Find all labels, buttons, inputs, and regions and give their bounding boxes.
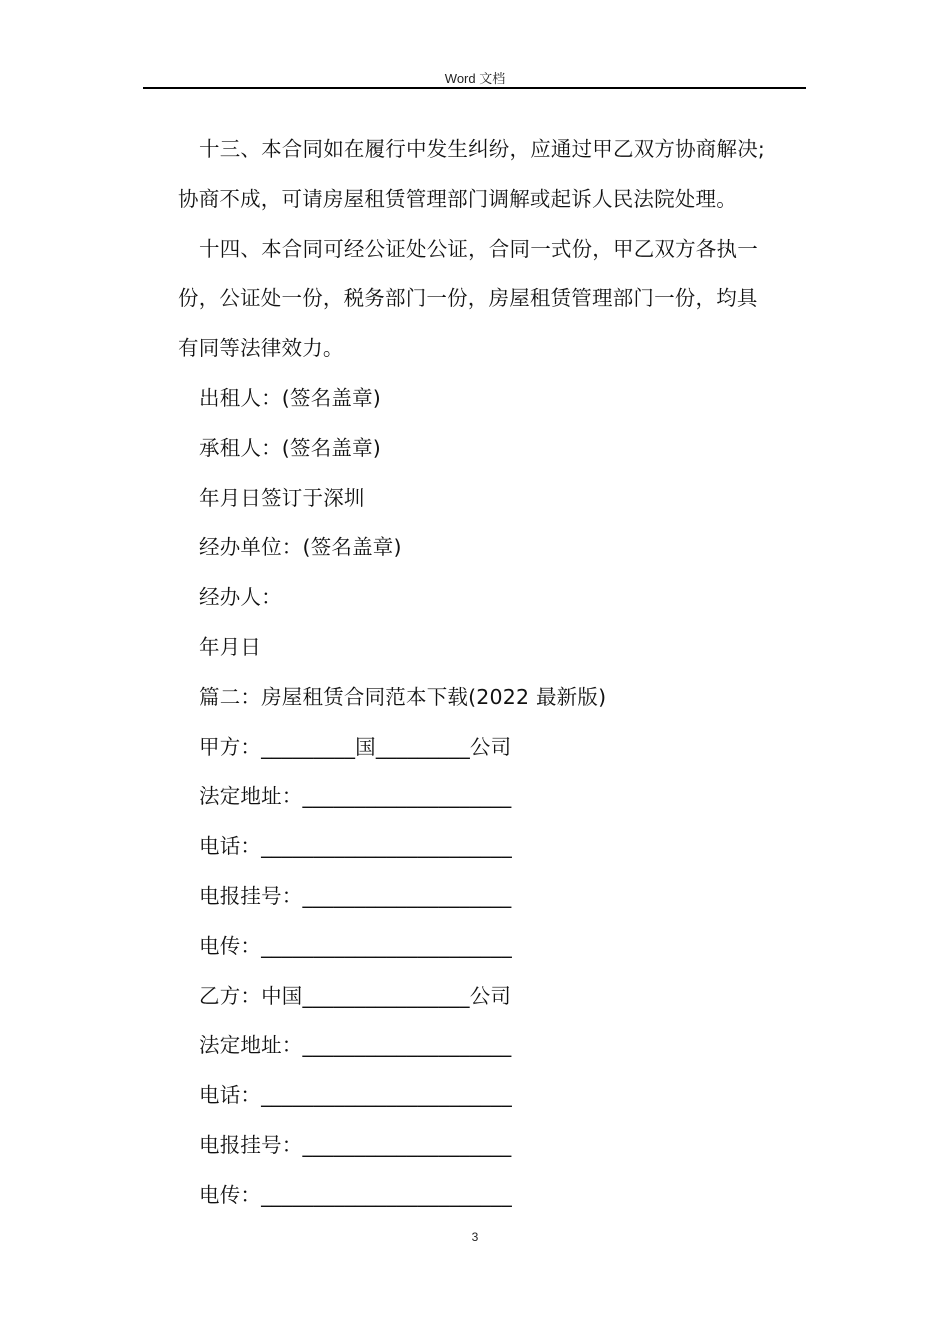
form-field-line: 甲方：_________国_________公司: [199, 734, 512, 759]
document-body: [178, 125, 806, 1221]
paragraph-line: 有同等法律效力。: [178, 336, 344, 361]
paragraph-line: 协商不成，可请房屋租赁管理部门调解或起诉人民法院处理。: [178, 186, 737, 211]
form-field-line: 电传：________________________: [199, 933, 512, 958]
signature-line: 承租人：(签名盖章): [199, 435, 381, 460]
form-field-line: 法定地址：____________________: [199, 1033, 512, 1058]
paragraph-line: 份，公证处一份，税务部门一份，房屋租赁管理部门一份，均具: [178, 286, 758, 311]
form-field-line: 电传：________________________: [199, 1182, 512, 1207]
signature-line: 经办单位：(签名盖章): [199, 535, 402, 560]
form-field-line: 电话：________________________: [199, 1083, 512, 1108]
form-field-line: 电报挂号：____________________: [199, 1132, 512, 1157]
header-divider: [143, 87, 806, 89]
page-header-title: Word 文档: [444, 71, 506, 86]
section-heading: 篇二：房屋租赁合同范本下载(2022 最新版): [199, 684, 607, 709]
signature-line: 经办人：: [199, 585, 282, 610]
signature-line: 出租人：(签名盖章): [199, 385, 381, 410]
form-field-line: 电话：________________________: [199, 834, 512, 859]
paragraph-line: 十三、本合同如在履行中发生纠纷，应通过甲乙双方协商解决;: [199, 137, 766, 161]
signing-date-line: 年月日签订于深圳: [199, 485, 365, 510]
form-field-line: 法定地址：____________________: [199, 784, 512, 809]
form-field-line: 乙方：中国________________公司: [199, 983, 512, 1008]
form-field-line: 电报挂号：____________________: [199, 883, 512, 908]
date-line: 年月日: [199, 634, 262, 659]
page-number: 3: [471, 1230, 479, 1244]
paragraph-line: 十四、本合同可经公证处公证，合同一式份，甲乙双方各执一: [199, 236, 758, 261]
